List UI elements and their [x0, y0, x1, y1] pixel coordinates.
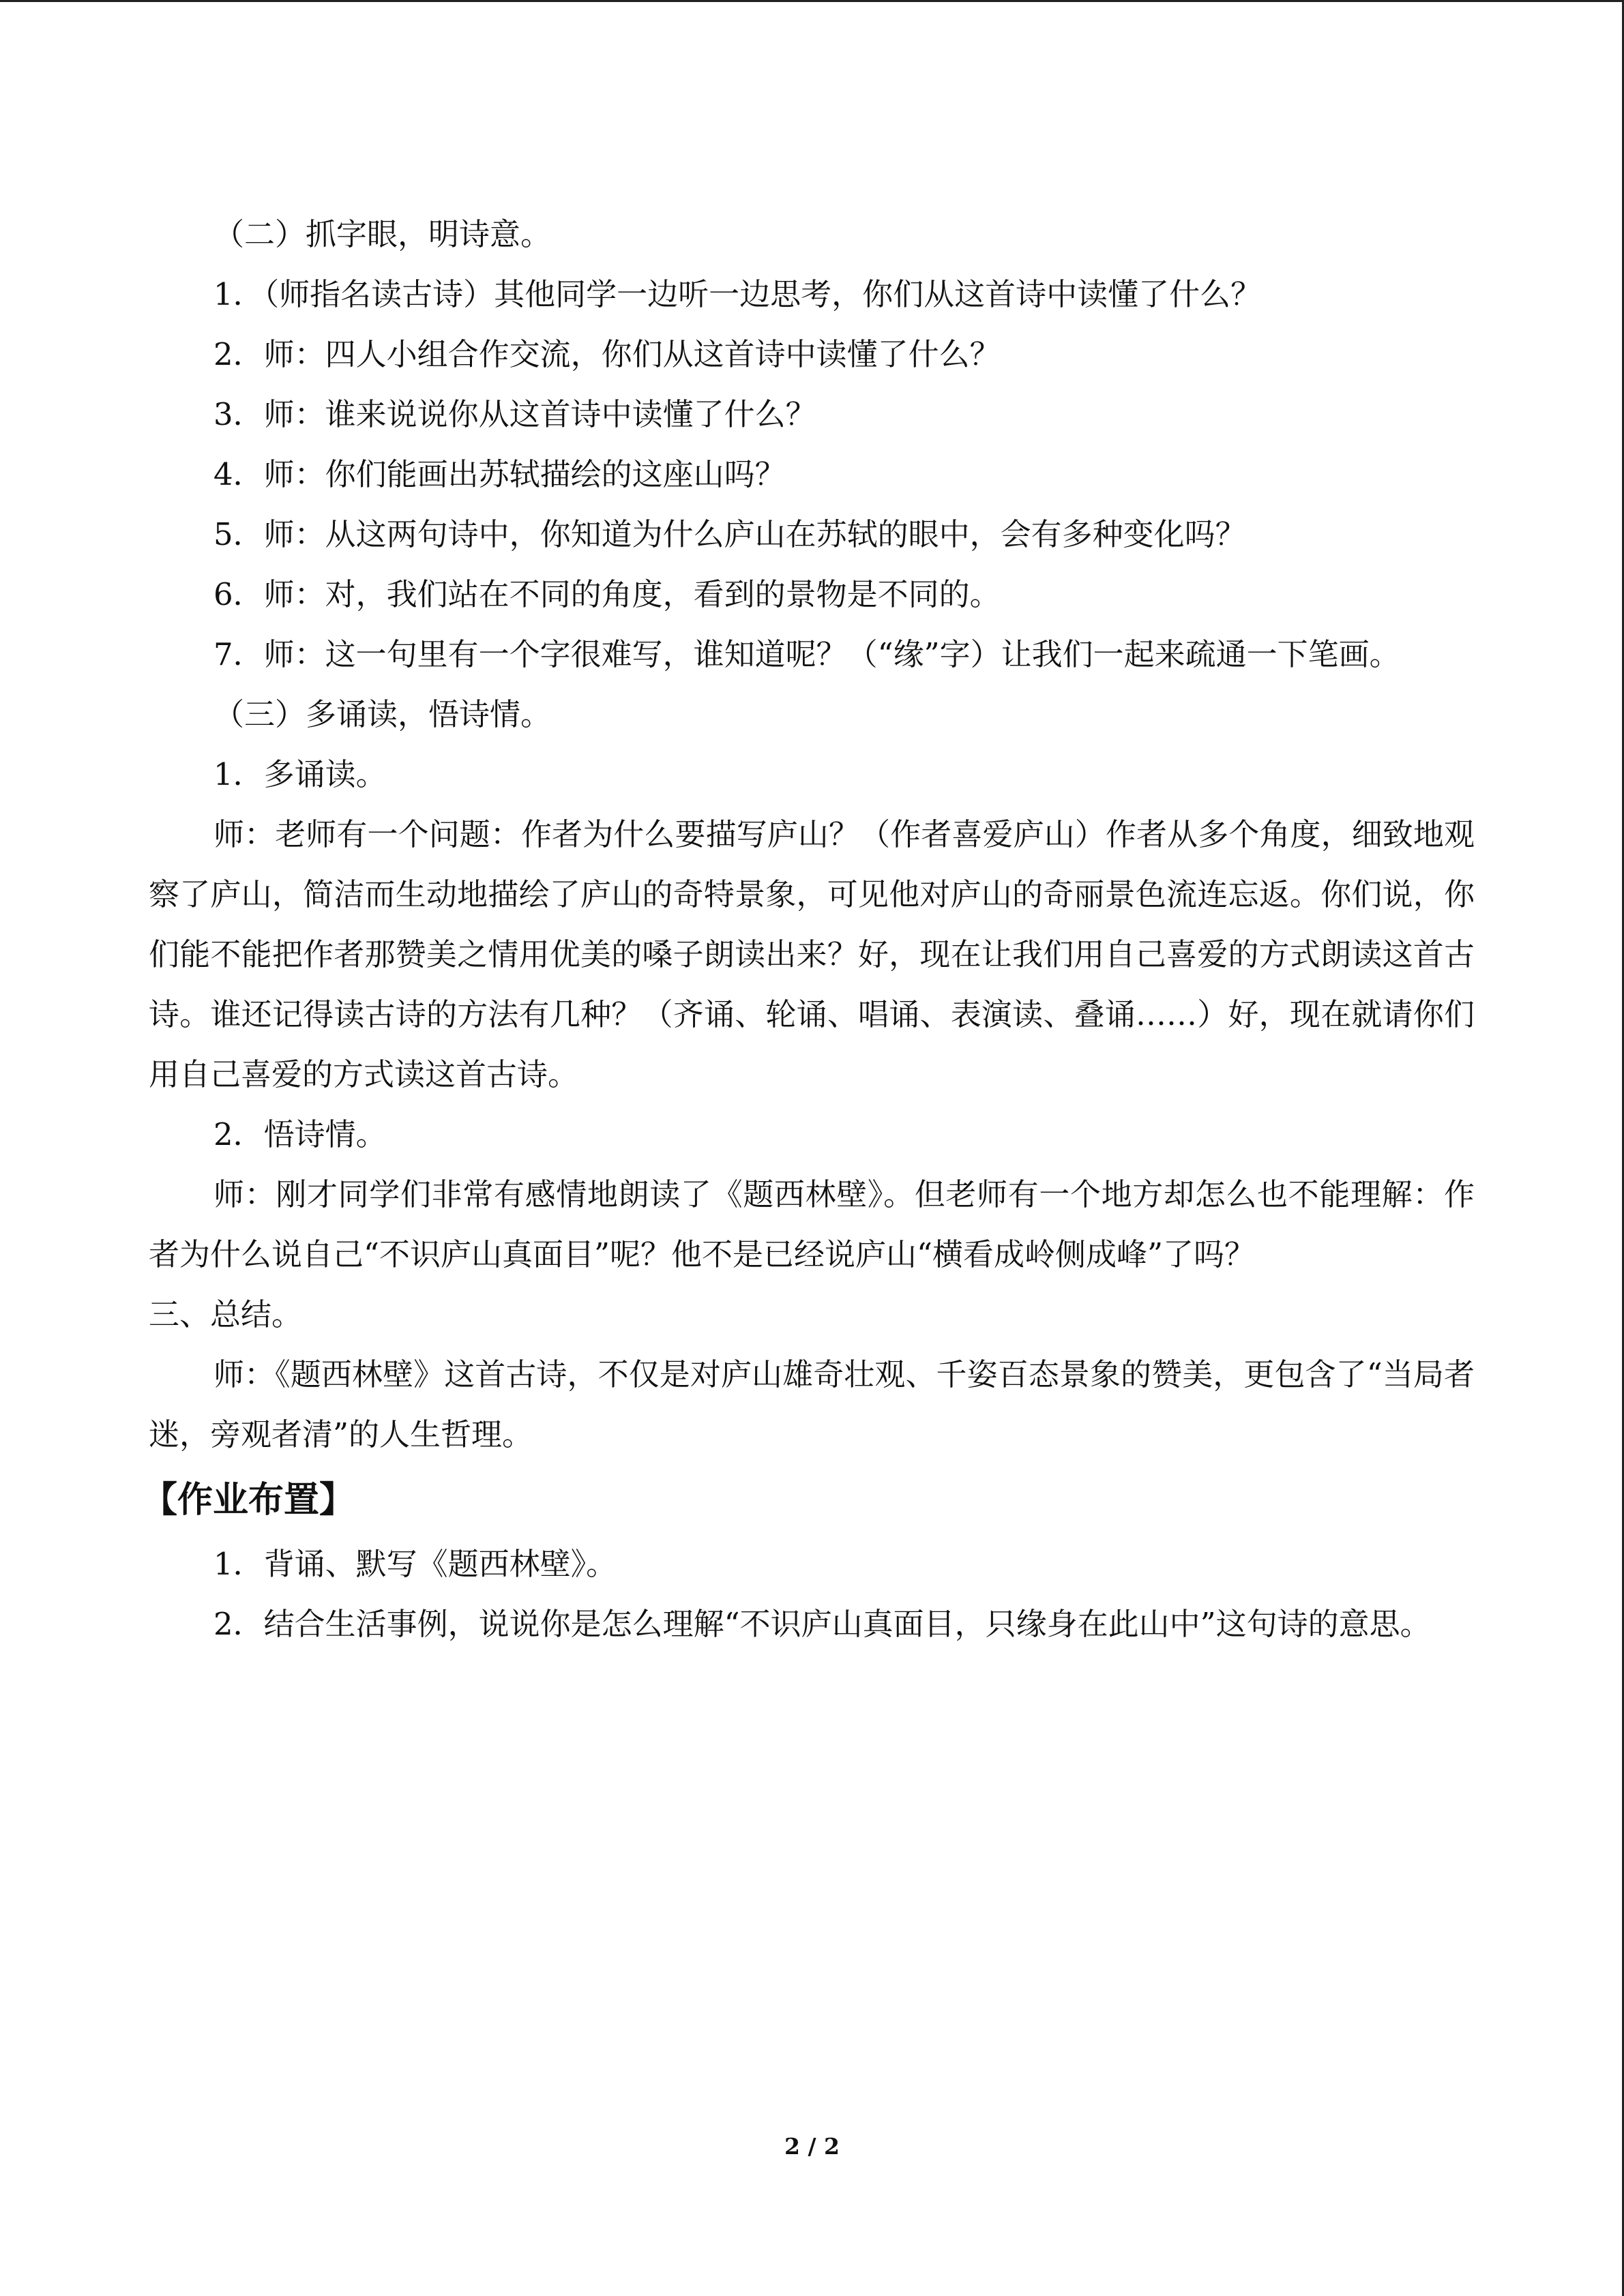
section-heading-2: （二）抓字眼，明诗意。	[213, 216, 552, 252]
homework-item-1: 1．背诵、默写《题西林壁》。	[213, 1546, 617, 1582]
question-1: 1．（师指名读古诗）其他同学一边听一边思考，你们从这首诗中读懂了什么？	[213, 276, 1262, 312]
page-number: 2 / 2	[784, 2133, 840, 2160]
document-body	[142, 205, 1475, 1654]
question-2: 2．师：四人小组合作交流，你们从这首诗中读懂了什么？	[213, 336, 1001, 372]
question-5: 5．师：从这两句诗中，你知道为什么庐山在苏轼的眼中，会有多种变化吗？	[213, 516, 1246, 552]
question-3: 3．师：谁来说说你从这首诗中读懂了什么？	[213, 396, 816, 432]
question-6: 6．师：对，我们站在不同的角度，看到的景物是不同的。	[213, 576, 1001, 612]
homework-item-2: 2．结合生活事例，说说你是怎么理解“不识庐山真面目，只缘身在此山中”这句诗的意思。	[213, 1606, 1431, 1642]
section-3-paragraph-2: 师：刚才同学们非常有感情地朗读了《题西林壁》。但老师有一个地方却怎么也不能理解：作者为什么说自己“不识庐山真面目”呢？他不是已经说庐山“横看成岭侧成峰”了吗？	[149, 1176, 1475, 1272]
section-3-item-1: 1．多诵读。	[213, 756, 387, 792]
homework-heading: 【作业布置】	[142, 1480, 355, 1521]
summary-heading: 三、总结。	[149, 1296, 303, 1332]
section-heading-3: （三）多诵读，悟诗情。	[213, 696, 552, 732]
question-4: 4．师：你们能画出苏轼描绘的这座山吗？	[213, 456, 786, 492]
question-7: 7．师：这一句里有一个字很难写，谁知道呢？（“缘”字）让我们一起来疏通一下笔画。	[213, 636, 1400, 672]
section-3-paragraph-1: 师：老师有一个问题：作者为什么要描写庐山？（作者喜爱庐山）作者从多个角度，细致地观察了庐山，简洁而生动地描绘了庐山的奇特景象，可见他对庐山的奇丽景色流连忘返。你们说，你们能不能把作者那赞美之情用优美的嗓子朗读出来？好，现在让我们用自己喜爱的方式朗读这首古诗。谁还记得读古诗的方法有几种？（齐诵、轮诵、唱诵、表演读、叠诵……）好，现在就请你们用自己喜爱的方式读这首古诗。	[149, 816, 1475, 1092]
section-3-item-2: 2．悟诗情。	[213, 1116, 387, 1152]
summary-paragraph: 师：《题西林壁》这首古诗，不仅是对庐山雄奇壮观、千姿百态景象的赞美，更包含了“当局者迷，旁观者清”的人生哲理。	[149, 1356, 1475, 1452]
